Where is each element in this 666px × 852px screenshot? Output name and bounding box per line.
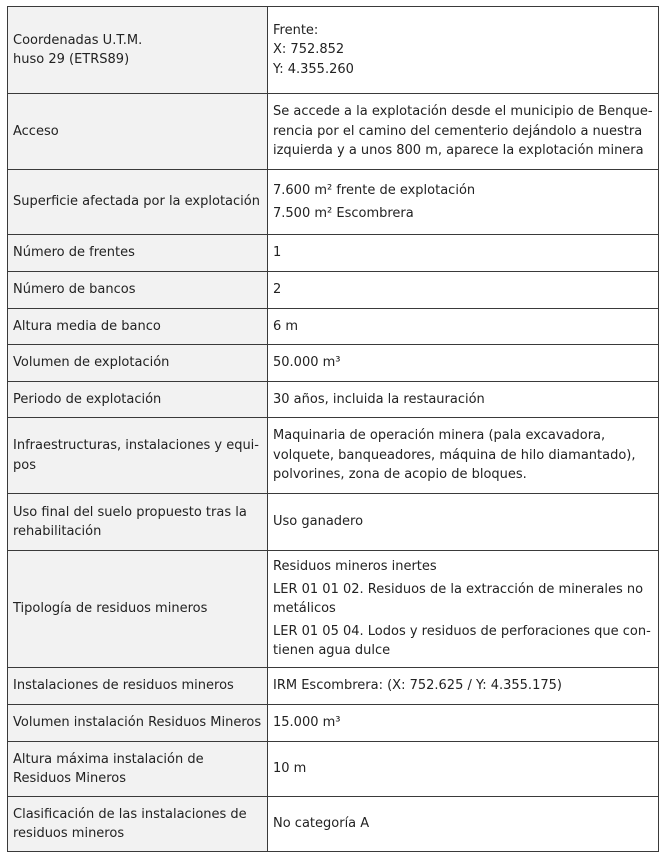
table-row — [8, 551, 659, 668]
row-value — [268, 705, 659, 742]
value-line: 15.000 m³ — [273, 715, 341, 731]
value-line: Uso ganadero — [273, 514, 364, 530]
value-line: 1 — [273, 245, 282, 261]
row-value — [268, 272, 659, 309]
row-label-text: Periodo de explotación — [13, 391, 162, 407]
row-label-text: Coordenadas U.T.M. huso 29 (ETRS89) — [13, 32, 143, 67]
row-value — [268, 94, 659, 170]
table-body — [8, 7, 659, 852]
value-line: IRM Escombrera: (X: 752.625 / Y: 4.355.175) — [273, 678, 562, 694]
value-line: Se accede a la explotación desde el municipio de Benque-rencia por el camino del cementerio dejándolo a nuestra izquierda y a unos 800 m, aparece la explotación minera — [273, 104, 653, 159]
row-value — [268, 7, 659, 94]
row-label — [8, 551, 268, 668]
row-value — [268, 797, 659, 852]
table-row — [8, 382, 659, 418]
value-line: Residuos mineros inertes — [273, 559, 437, 575]
row-label-text: Superficie afectada por la explotación — [13, 194, 260, 210]
value-line: 10 m — [273, 761, 307, 777]
value-line: 30 años, incluida la restauración — [273, 391, 485, 407]
value-line: 50.000 m³ — [273, 355, 341, 371]
table-row — [8, 668, 659, 705]
row-value — [268, 418, 659, 494]
row-label-text: Acceso — [13, 123, 59, 139]
value-line: LER 01 05 04. Lodos y residuos de perforaciones que con-tienen agua dulce — [273, 623, 651, 659]
row-label — [8, 94, 268, 170]
value-line: Frente: — [273, 22, 319, 38]
row-label-text: Instalaciones de residuos mineros — [13, 678, 234, 694]
value-line: No categoría A — [273, 816, 370, 832]
row-value — [268, 382, 659, 418]
row-label — [8, 235, 268, 272]
row-value — [268, 345, 659, 382]
table-row — [8, 494, 659, 551]
row-label — [8, 382, 268, 418]
row-value — [268, 494, 659, 551]
value-line: 6 m — [273, 318, 299, 334]
row-label — [8, 494, 268, 551]
row-label-text: Altura media de banco — [13, 318, 161, 334]
row-label-text: Volumen de explotación — [13, 355, 170, 371]
table-row — [8, 797, 659, 852]
row-label — [8, 418, 268, 494]
value-line: Maquinaria de operación minera (pala excavadora, volquete, banqueadores, máquina de hilo diamantado), polvorines, zona de acopio de bloques. — [273, 428, 636, 483]
table-row — [8, 705, 659, 742]
row-label — [8, 668, 268, 705]
row-value — [268, 551, 659, 668]
row-label — [8, 705, 268, 742]
value-line: Y: 4.355.260 — [273, 61, 354, 77]
table-row — [8, 345, 659, 382]
row-value — [268, 668, 659, 705]
table-row — [8, 309, 659, 345]
table-row — [8, 272, 659, 309]
row-label-text: Número de frentes — [13, 245, 135, 261]
row-label-text: Infraestructuras, instalaciones y equi-pos — [13, 438, 259, 473]
row-value — [268, 235, 659, 272]
row-label — [8, 7, 268, 94]
row-label-text: Uso final del suelo propuesto tras la rehabilitación — [13, 504, 247, 539]
table-row — [8, 94, 659, 170]
table-row — [8, 7, 659, 94]
row-label-text: Volumen instalación Residuos Mineros — [13, 715, 262, 731]
row-value — [268, 309, 659, 345]
value-line: 2 — [273, 282, 282, 298]
row-label — [8, 170, 268, 235]
value-line: 7.500 m² Escombrera — [273, 205, 414, 221]
table-row — [8, 235, 659, 272]
row-label — [8, 272, 268, 309]
row-value — [268, 170, 659, 235]
table-row — [8, 170, 659, 235]
row-label-text: Número de bancos — [13, 282, 136, 298]
row-label — [8, 742, 268, 797]
row-label-text: Clasificación de las instalaciones de residuos mineros — [13, 806, 247, 841]
row-label — [8, 797, 268, 852]
table-row — [8, 418, 659, 494]
value-line: X: 752.852 — [273, 42, 345, 58]
data-table — [7, 6, 659, 852]
value-line: 7.600 m² frente de explotación — [273, 183, 476, 198]
row-label-text: Tipología de residuos mineros — [13, 601, 208, 617]
row-value — [268, 742, 659, 797]
row-label — [8, 345, 268, 382]
value-line: LER 01 01 02. Residuos de la extracción de minerales no metálicos — [273, 581, 644, 617]
table-row — [8, 742, 659, 797]
row-label — [8, 309, 268, 345]
row-label-text: Altura máxima instalación de Residuos Mineros — [13, 751, 204, 786]
